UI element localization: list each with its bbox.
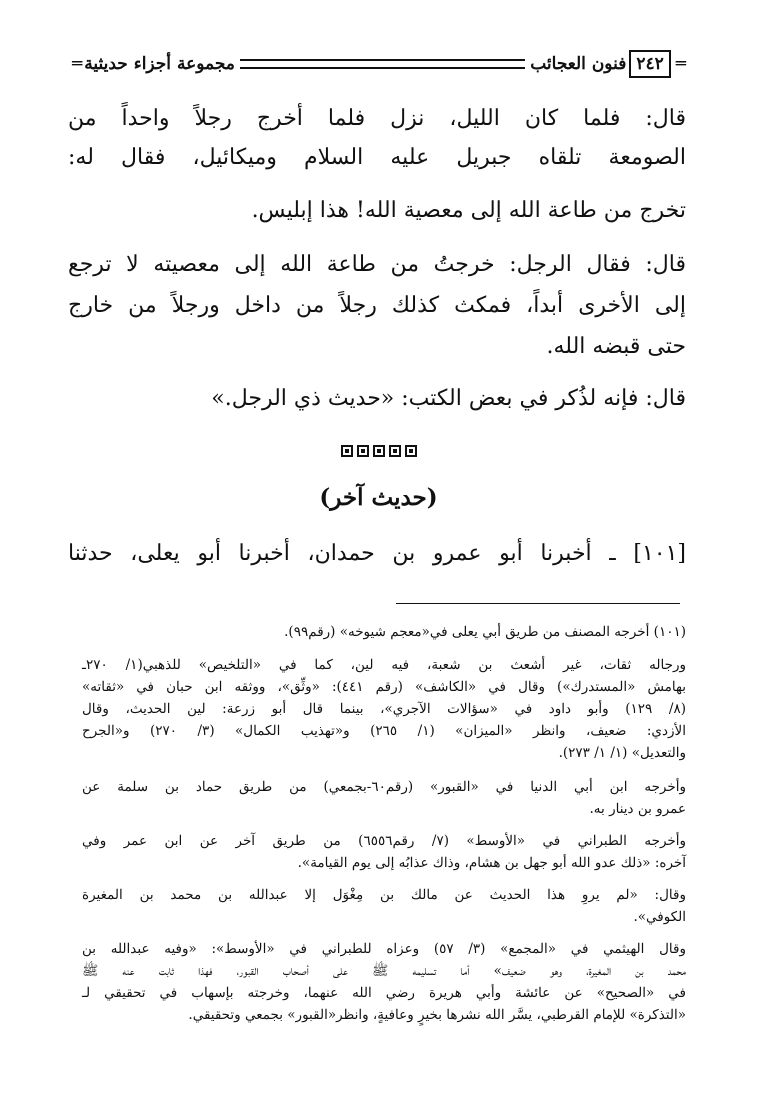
ornament-square: [341, 445, 353, 457]
footnote-line: وقال: «لم يروِ هذا الحديث عن مالك بن مِغْوَل إلا عبدالله بن محمد بن المغيرة: [82, 887, 686, 903]
body-line: قال: فقال الرجل: خرجتُ من طاعة الله إلى معصيته لا ترجع: [68, 252, 686, 277]
footnote-separator: [396, 603, 680, 604]
footnote-paragraph: [82, 621, 686, 643]
footnote-line: (١٠١) أخرجه المصنف من طريق أبي يعلى في«معجم شيوخه» (رقم٩٩).: [284, 624, 686, 640]
footnote-line: والتعديل» (١/ ١/ ٢٧٣).: [558, 745, 686, 761]
footnote-paragraph: [82, 938, 686, 1026]
footnote-line: ورجاله ثقات، غير أشعث بن شعبة، فيه لين، كما في «التلخيص» للذهبي(١/ ٢٧٠ـ: [82, 657, 686, 673]
section-title: (حديث آخر): [319, 484, 438, 511]
hadith-line: [١٠١] ـ أخبرنا أبو عمرو بن حمدان، أخبرنا أبو يعلى، حدثنا: [68, 541, 686, 566]
body-line: الصومعة تلقاه جبريل عليه السلام وميكائيل، فقال له:: [68, 145, 686, 170]
footnote-line: آخره: «ذلك عدو الله أبو جهل بن هشام، وذاك عذابُه إلى يوم القيامة».: [297, 855, 686, 871]
footnote-line: وأخرجه الطبراني في «الأوسط» (٧/ رقم٦٥٥٦) من طريق آخر عن ابن عمر وفي: [82, 833, 687, 849]
footnote-line: محمد بن المغيرة، وهو ضعيف» أما تسليمه ﷺ على أصحاب القبور، فهذا ثابت عنه ﷺ: [82, 963, 686, 979]
footnote-paragraph: [82, 830, 686, 874]
header-end-mark: ═: [675, 54, 686, 74]
running-header: [70, 46, 688, 82]
footnote-line: في «الصحيح» عن عائشة وأبي هريرة رضي الله عنهما، وخرجته بإسهاب في تحقيقي لـ: [82, 985, 686, 1001]
footnote-line: وأخرجه ابن أبي الدنيا في «القبور» (رقم٦٠-بجمعي) من طريق حماد بن سلمة عن: [82, 779, 686, 795]
footnote-line: وقال الهيثمي في «المجمع» (٣/ ٥٧) وعزاه للطبراني في «الأوسط»: «وفيه عبدالله بن: [82, 941, 686, 957]
ornament-square: [373, 445, 385, 457]
header-book-title: مجموعة أجزاء حديثية: [84, 54, 235, 74]
footnote-paragraph: [82, 654, 686, 764]
footnote-line: عمرو بن دينار به.: [589, 801, 686, 817]
body-line: إلى الأخرى أبداً، فمكث كذلك رجلاً من داخل ورجلاً من خارج: [68, 293, 686, 318]
ornament-divider: [0, 442, 757, 461]
body-line: تخرج من طاعة الله إلى معصية الله! هذا إبليس.: [251, 198, 686, 223]
page-number: ٢٤٢: [629, 50, 670, 78]
footnote-line: «التذكرة» للإمام القرطبي، يسَّر الله نشرها بخيرٍ وعافيةٍ، وانظر«القبور» بجمعي وتحقيقي.: [188, 1007, 686, 1023]
footnote-paragraph: [82, 884, 686, 928]
header-end-mark: ═: [72, 54, 83, 74]
body-line: قال: فلما كان الليل، نزل فلما أخرج رجلاً واحداً من: [68, 106, 686, 131]
footnote-line: الأزدي: ضعيف، وانظر «الميزان» (١/ ٢٦٥) و«تهذيب الكمال» (٣/ ٢٧٠) و«الجرح: [82, 723, 686, 739]
footnote-line: بهامش «المستدرك») وقال في «الكاشف» (رقم ٤٤١): «وثِّق»، ووثقه ابن حبان في «ثقاته»: [82, 679, 686, 695]
header-part-title: فنون العجائب: [530, 54, 627, 74]
header-rule: [240, 59, 525, 69]
body-line: حتى قبضه الله.: [546, 334, 686, 359]
footnote-line: (٨/ ١٢٩) وأبو داود في «سؤالات الآجري»، بينما قال أبو زرعة: لين الحديث، وقال: [82, 701, 686, 717]
footnote-line: الكوفي».: [633, 909, 686, 925]
body-line: قال: فإنه لذُكر في بعض الكتب: «حديث ذي الرجل.»: [211, 386, 686, 411]
ornament-square: [405, 445, 417, 457]
footnote-paragraph: [82, 776, 686, 820]
ornament-square: [389, 445, 401, 457]
ornament-square: [357, 445, 369, 457]
